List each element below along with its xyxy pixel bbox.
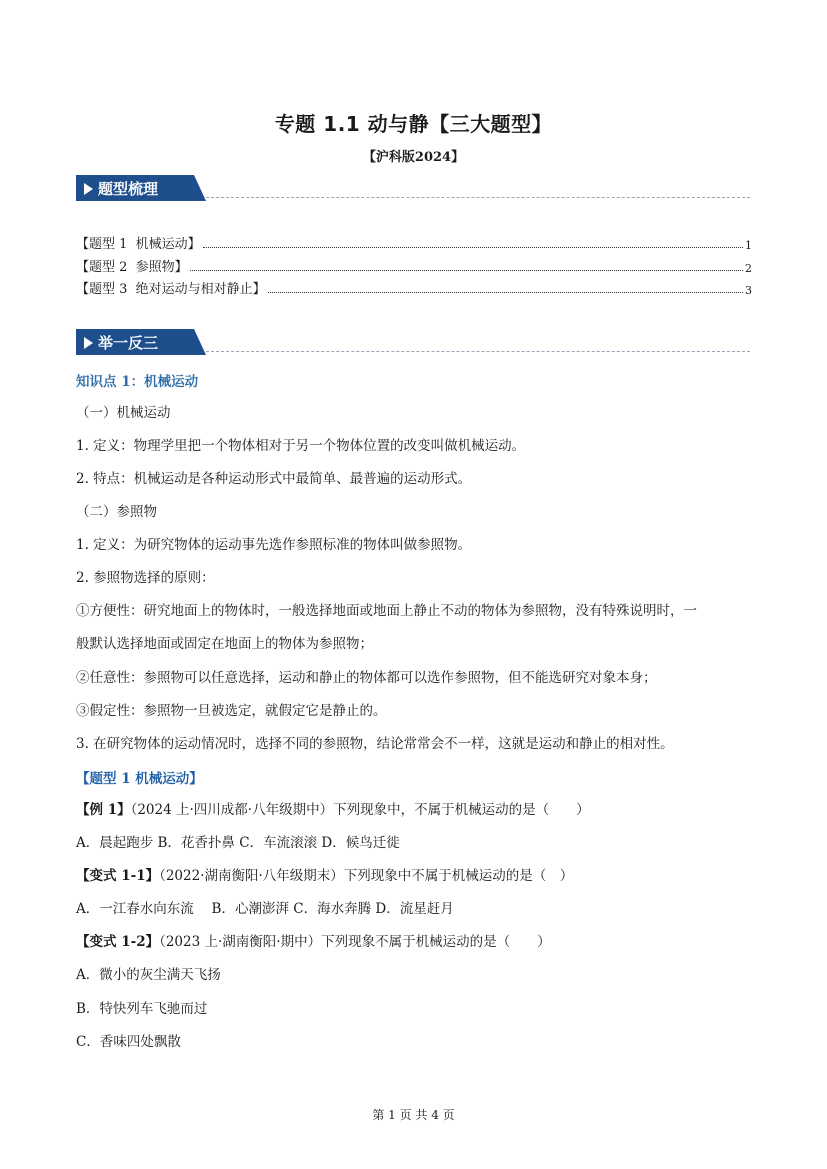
- answer-options: A．晨起跑步 B．花香扑鼻 C．车流滚滚 D．候鸟迁徙: [76, 835, 400, 851]
- edition-label: 【沪科版2024】: [362, 150, 465, 165]
- paragraph: ③假定性：参照物一旦被选定，就假定它是静止的。: [76, 703, 387, 719]
- section-heading: （一）机械运动: [76, 405, 171, 421]
- answer-options: A．一江春水向东流 B．心潮澎湃 C．海水奔腾 D．流星赶月: [76, 901, 454, 917]
- example-tag: 【例 1】: [76, 802, 131, 818]
- answer-option: B．特快列车飞驰而过: [76, 1001, 208, 1017]
- variant-text: （2023 上·湖南衡阳·期中）下列现象不属于机械运动的是（ ）: [159, 934, 551, 950]
- toc-leader-dots: [190, 270, 743, 271]
- page-title: 专题 1.1 动与静【三大题型】: [274, 112, 553, 136]
- section-heading: （二）参照物: [76, 504, 157, 520]
- toc-entry[interactable]: [76, 232, 752, 252]
- play-triangle-icon: [84, 337, 93, 349]
- page-footer: 第 1 页 共 4 页: [372, 1108, 455, 1122]
- variant-text: （2022·湖南衡阳·八年级期末）下列现象中不属于机械运动的是（ ）: [159, 868, 574, 884]
- dashed-divider: [206, 197, 750, 198]
- variant-tag: 【变式 1-2】: [76, 934, 160, 950]
- toc-leader-dots: [268, 292, 743, 293]
- play-triangle-icon: [84, 183, 93, 195]
- toc-banner: [76, 175, 752, 201]
- example-text: （2024 上·四川成都·八年级期中）下列现象中，不属于机械运动的是（ ）: [130, 802, 590, 818]
- example-question: [76, 794, 756, 826]
- toc-entry-label: 【题型 1 机械运动】: [76, 237, 201, 252]
- variant-question: [76, 926, 756, 958]
- toc-entry-page: 2: [745, 262, 752, 275]
- paragraph: 3. 在研究物体的运动情况时，选择不同的参照物，结论常常会不一样，这就是运动和静止的相对性。: [76, 736, 674, 752]
- toc-entry-label: 【题型 3 绝对运动与相对静止】: [76, 282, 266, 297]
- knowledge-heading: 知识点 1：机械运动: [76, 374, 199, 390]
- toc-entry-page: 1: [745, 239, 752, 252]
- paragraph: 1. 定义：为研究物体的运动事先选作参照标准的物体叫做参照物。: [76, 537, 472, 553]
- paragraph: 般默认选择地面或固定在地面上的物体为参照物；: [76, 636, 373, 652]
- dashed-divider: [206, 351, 750, 352]
- toc-entry[interactable]: [76, 255, 752, 275]
- paragraph: ②任意性：参照物可以任意选择，运动和静止的物体都可以选作参照物，但不能选研究对象本身；: [76, 670, 657, 686]
- paragraph: 2. 特点：机械运动是各种运动形式中最简单、最普遍的运动形式。: [76, 471, 472, 487]
- answer-option: A．微小的灰尘满天飞扬: [76, 967, 221, 983]
- toc-entry-page: 3: [745, 284, 752, 297]
- answer-option: C．香味四处飘散: [76, 1034, 181, 1050]
- paragraph: 1. 定义：物理学里把一个物体相对于另一个物体位置的改变叫做机械运动。: [76, 438, 526, 454]
- toc-banner-label: 题型梳理: [98, 180, 159, 198]
- variant-question: [76, 860, 756, 892]
- variant-tag: 【变式 1-1】: [76, 868, 160, 884]
- practice-banner-label: 举一反三: [98, 334, 159, 352]
- practice-banner: [76, 329, 752, 355]
- question-type-heading: 【题型 1 机械运动】: [76, 771, 203, 787]
- toc-entry[interactable]: [76, 277, 752, 297]
- toc-entry-label: 【题型 2 参照物】: [76, 260, 188, 275]
- paragraph: ①方便性：研究地面上的物体时，一般选择地面或地面上静止不动的物体为参照物，没有特殊说明时，一: [76, 603, 697, 619]
- paragraph: 2. 参照物选择的原则：: [76, 570, 215, 586]
- toc-leader-dots: [203, 247, 743, 248]
